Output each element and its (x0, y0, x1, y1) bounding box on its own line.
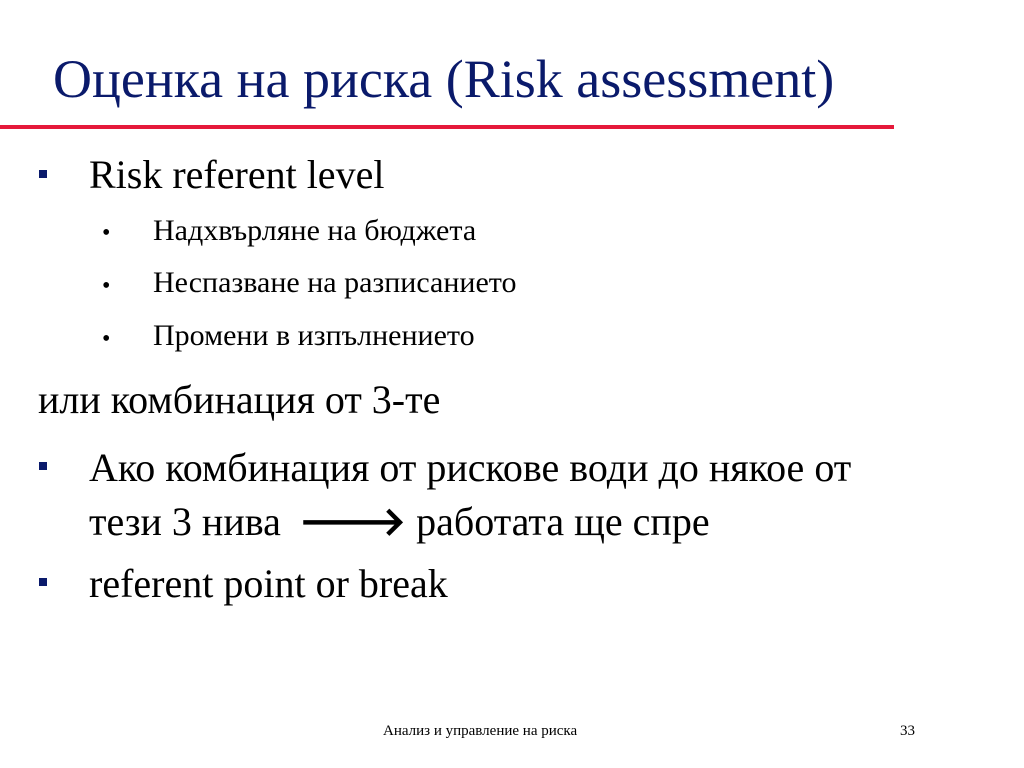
three-levels-text: тези 3 нива (89, 499, 281, 544)
sub-bullet-schedule: Неспазване на разписанието (153, 266, 517, 299)
bullet-combination-line1: Ако комбинация от рискове води до някое от (89, 445, 852, 490)
right-arrow-icon: 🡒 (298, 499, 407, 544)
square-bullet-icon (39, 170, 47, 178)
bullet-referent-point: referent point or break (89, 561, 448, 606)
page-number: 33 (900, 723, 915, 739)
sub-bullet-budget: Надхвърляне на бюджета (153, 214, 477, 247)
dot-bullet-icon: • (102, 326, 111, 352)
square-bullet-icon (39, 578, 47, 586)
sub-bullet-performance: Промени в изпълнението (153, 319, 475, 352)
slide-title: Оценка на риска (Risk assessment) (53, 49, 835, 109)
combination-line: или комбинация от 3-те (38, 377, 441, 422)
bullet-risk-referent-level: Risk referent level (89, 152, 385, 197)
dot-bullet-icon: • (102, 273, 111, 299)
dot-bullet-icon: • (102, 220, 111, 246)
bullet-combination-line2 (89, 499, 710, 544)
footer-title: Анализ и управление на риска (383, 723, 578, 739)
square-bullet-icon (39, 462, 47, 470)
work-stops-text: работата ще спре (416, 499, 710, 544)
title-underline (0, 125, 894, 129)
